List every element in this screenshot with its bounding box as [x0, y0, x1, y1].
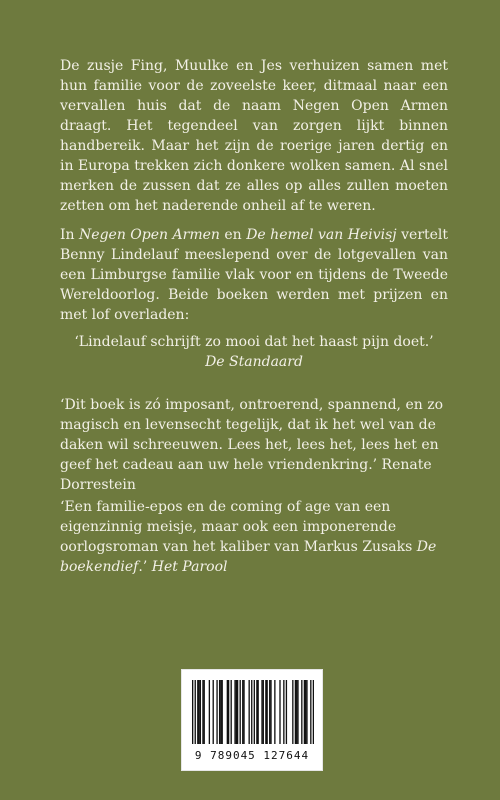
blurb-paragraph-2-text: en [219, 227, 247, 243]
barcode-bar [213, 680, 214, 744]
isbn-barcode [181, 669, 323, 771]
barcode-bar [251, 680, 252, 744]
barcode-bar [256, 680, 257, 744]
barcode-bars [192, 680, 314, 744]
quote-text: ‘Lindelauf schrijft zo mooi dat het haast pijn doet.’ [74, 334, 434, 350]
barcode-bar [249, 680, 250, 744]
quote-source: Renate Dorrestein [60, 457, 432, 493]
barcode-bar [231, 680, 232, 744]
barcode-bar [242, 680, 243, 744]
barcode-bar [270, 680, 271, 744]
barcode-bar [292, 680, 293, 744]
blurb-paragraph-1-text: De zusje Fing, Muulke en Jes verhuizen samen met hun familie voor de zoveelste keer, ditmaal naar een vervallen huis dat de naam Negen Open Armen draagt. Het tegendeel van zorgen lijkt binnen handbereik. Maar het zijn de roerige jaren dertig en in Europa trekken zich donkere wolken samen. Al snel merken de zussen dat ze alles op alles zullen moeten zetten om het naderende onheil af te weren. [60, 58, 448, 214]
barcode-bar [304, 680, 305, 744]
barcode-bar [261, 680, 262, 744]
barcode-bar [266, 680, 267, 744]
quote-source: Het Parool [151, 559, 228, 575]
barcode-bar [254, 680, 255, 744]
barcode-bar [243, 680, 244, 744]
barcode-bar [236, 680, 237, 744]
barcode-bar [297, 680, 298, 744]
barcode-bar [222, 680, 223, 744]
barcode-bar [295, 680, 296, 744]
blurb-paragraph-2-text: In [60, 227, 80, 243]
barcode-bar [301, 680, 302, 744]
isbn-number: 9 789045 127644 [194, 749, 310, 762]
quote-de-standaard [60, 332, 448, 372]
blurb-paragraph-1 [60, 56, 448, 216]
barcode-bar [265, 680, 266, 744]
barcode-bar [202, 680, 203, 744]
blurb-paragraph-2 [60, 225, 448, 325]
barcode-bar [313, 680, 314, 744]
barcode-bar [195, 680, 196, 744]
barcode-bar [227, 680, 228, 744]
barcode-bar [269, 680, 270, 744]
barcode-bar [279, 680, 280, 744]
quote-het-parool [60, 497, 448, 577]
barcode-bar [216, 680, 217, 744]
quote-text: ‘Dit boek is zó imposant, ontroerend, spannend, en zo magisch en levensecht tegelijk, dat ik het wel van de daken wil schreeuwen. Lees het, lees het, lees het en geef het cadeau aan uw hele vriendenkring.’ [60, 397, 444, 473]
barcode-bar [283, 680, 284, 744]
barcode-bar [274, 680, 275, 744]
barcode-bar [197, 680, 198, 744]
barcode-bar [237, 680, 238, 744]
barcode-bar [310, 680, 311, 744]
quote-renate-dorrestein [60, 395, 448, 495]
barcode-bar [240, 680, 241, 744]
barcode-bar [257, 680, 258, 744]
barcode-bar [200, 680, 201, 744]
quote-text: ‘Een familie-epos en de coming of age van een eigenzinnig meisje, maar ook een imponerende oorlogsroman van het kaliber van Markus Zusaks [60, 499, 417, 555]
barcode-bar [192, 680, 193, 744]
barcode-bar [198, 680, 199, 744]
barcode-bar [306, 680, 307, 744]
barcode-bar [305, 680, 306, 744]
blurb-paragraph-2-text: vertelt Benny Lindelauf meeslepend over de lotgevallen van een Limburgse familie vlak voor en tijdens de Tweede Wereldoorlog. Beide boeken werden met prijzen en met lof overladen: [60, 227, 449, 323]
barcode-bar [219, 680, 220, 744]
barcode-bar [263, 680, 264, 744]
quote-source: De Standaard [205, 354, 303, 370]
barcode-bar [209, 680, 210, 744]
barcode-bar [228, 680, 229, 744]
book-title-negen-open-armen: Negen Open Armen [79, 227, 220, 243]
book-title-de-hemel-van-heivisj: De hemel van Heivisj [246, 227, 397, 243]
barcode-bar [204, 680, 205, 744]
barcode-bar [286, 680, 287, 744]
book-title-de-boekendief: De boekendief [60, 539, 437, 575]
barcode-bar [234, 680, 235, 744]
barcode-bar [220, 680, 221, 744]
quote-text: .’ [138, 559, 148, 575]
barcode-bar [296, 680, 297, 744]
